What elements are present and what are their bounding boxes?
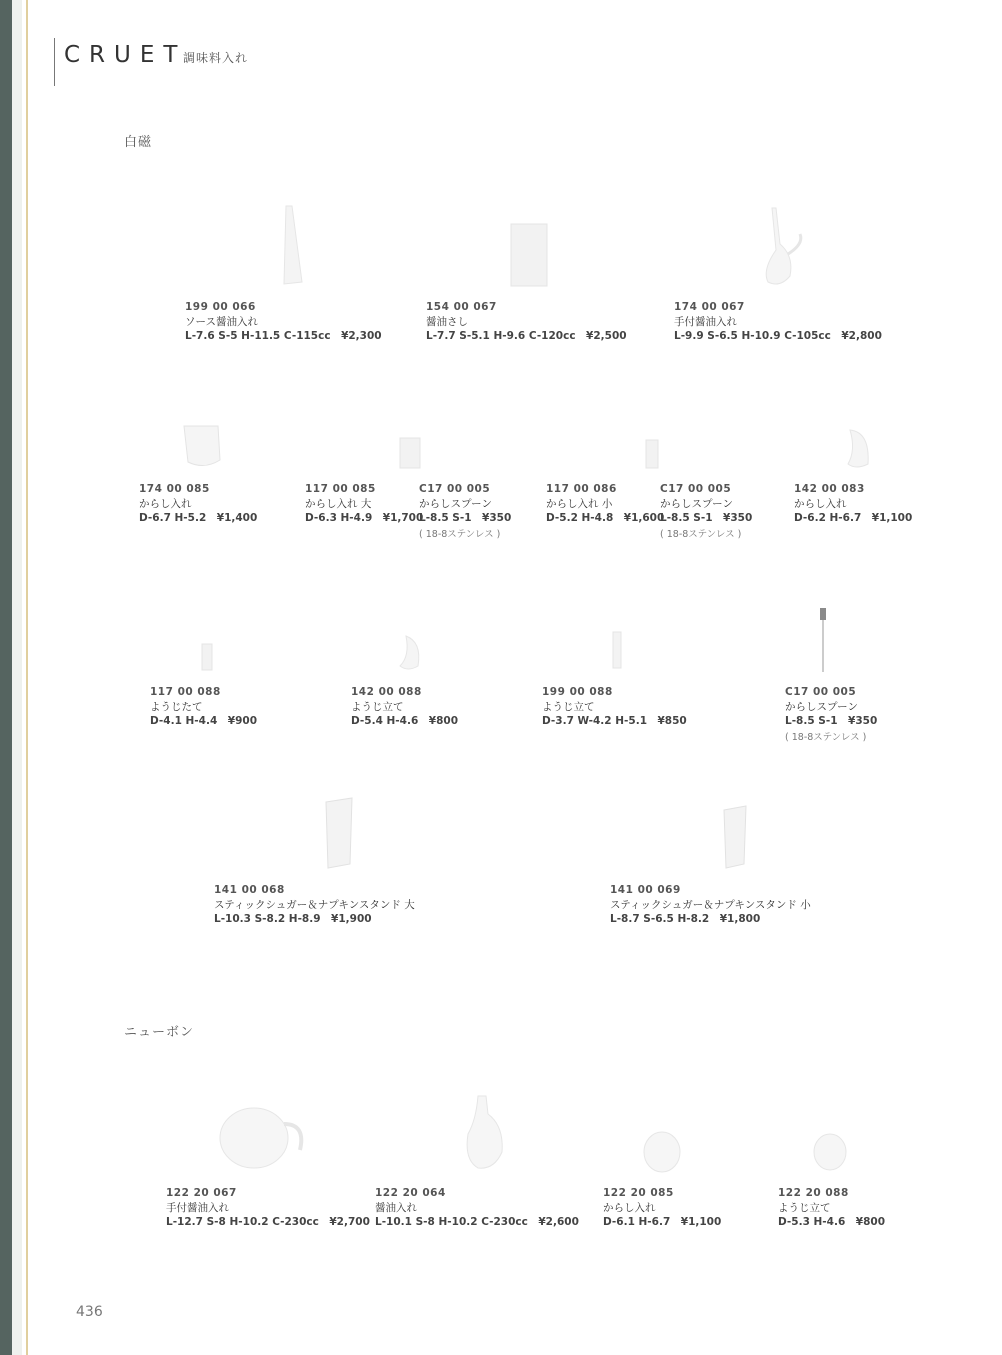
product-spec: L-7.6 S-5 H-11.5 C-115cc ¥2,300 [185, 330, 382, 342]
product-spec: D-3.7 W-4.2 H-5.1 ¥850 [542, 715, 687, 727]
product-item [351, 685, 458, 729]
product-spec: L-8.5 S-1 ¥350 [660, 512, 753, 524]
product-code: 122 20 064 [375, 1187, 446, 1199]
product-item [150, 685, 257, 729]
handled-soy-pourer-image [746, 204, 808, 288]
product-code: 117 00 086 [546, 483, 617, 495]
section-heading-newbone: ニューボン [124, 1025, 195, 1040]
product-item [426, 300, 627, 344]
sugar-napkin-stand-large-image [282, 794, 364, 874]
product-code: 141 00 068 [214, 884, 285, 896]
product-name: スティックシュガー＆ナプキンスタンド 大 [214, 898, 415, 911]
product-code: 142 00 083 [794, 483, 865, 495]
product-item [375, 1186, 579, 1230]
product-name: 醤油入れ [375, 1201, 417, 1214]
toothpick-holder-round-image [394, 632, 424, 674]
product-item [785, 685, 877, 745]
product-name: ようじ立て [542, 700, 595, 713]
product-name: ソース醤油入れ [185, 315, 258, 328]
product-name: からし入れ [603, 1201, 656, 1214]
soy-dispenser-image [506, 220, 554, 290]
product-code: 117 00 085 [305, 483, 376, 495]
product-spec: D-5.2 H-4.8 ¥1,600 [546, 512, 665, 524]
soy-pot-newbone-image [456, 1090, 512, 1176]
page-spine-inner-band [12, 0, 22, 1355]
product-name: からし入れ [794, 497, 847, 510]
product-code: 142 00 088 [351, 686, 422, 698]
product-name: 手付醤油入れ [674, 315, 737, 328]
product-item [542, 685, 687, 729]
product-code: 199 00 066 [185, 301, 256, 313]
product-code: 122 20 067 [166, 1187, 237, 1199]
product-code: 122 20 088 [778, 1187, 849, 1199]
product-item [305, 482, 423, 526]
mustard-pot-round-image [840, 424, 874, 472]
product-item [214, 883, 415, 927]
product-code: 122 20 085 [603, 1187, 674, 1199]
product-spec: L-9.9 S-6.5 H-10.9 C-105cc ¥2,800 [674, 330, 882, 342]
product-item [185, 300, 382, 344]
product-item [610, 883, 811, 927]
product-code: 174 00 085 [139, 483, 210, 495]
product-code: C17 00 005 [785, 686, 857, 698]
product-item [778, 1186, 885, 1230]
product-name: 醤油さし [426, 315, 468, 328]
page-number: 436 [76, 1304, 103, 1320]
product-material-note: ( 18-8ステンレス ) [785, 731, 867, 743]
product-name: からし入れ 小 [546, 497, 613, 510]
product-spec: D-6.3 H-4.9 ¥1,700 [305, 512, 424, 524]
product-spec: L-8.7 S-6.5 H-8.2 ¥1,800 [610, 913, 761, 925]
product-name: 手付醤油入れ [166, 1201, 229, 1214]
product-spec: D-4.1 H-4.4 ¥900 [150, 715, 257, 727]
page-subtitle: 調味料入れ [183, 51, 249, 65]
product-spec: D-5.4 H-4.6 ¥800 [351, 715, 458, 727]
section-heading-hakuji: 白磁 [124, 135, 153, 150]
product-item [166, 1186, 370, 1230]
product-code: C17 00 005 [660, 483, 732, 495]
product-spec: D-6.7 H-5.2 ¥1,400 [139, 512, 258, 524]
product-spec: L-7.7 S-5.1 H-9.6 C-120cc ¥2,500 [426, 330, 627, 342]
product-name: からしスプーン [419, 497, 492, 510]
mustard-spoon-image [814, 604, 834, 676]
product-code: 154 00 067 [426, 301, 497, 313]
page-spine-gold-line [26, 0, 28, 1355]
product-spec: D-5.3 H-4.6 ¥800 [778, 1216, 885, 1228]
toothpick-holder-tall-image [608, 628, 626, 672]
toothpick-holder-image [198, 640, 216, 674]
product-name: からし入れ 大 [305, 497, 372, 510]
product-code: 174 00 067 [674, 301, 745, 313]
product-spec: L-12.7 S-8 H-10.2 C-230cc ¥2,700 [166, 1216, 370, 1228]
product-spec: L-8.5 S-1 ¥350 [419, 512, 512, 524]
product-item [674, 300, 882, 344]
product-item [603, 1186, 721, 1230]
mustard-pot-image [178, 420, 228, 472]
product-spec: L-8.5 S-1 ¥350 [785, 715, 878, 727]
product-material-note: ( 18-8ステンレス ) [660, 528, 742, 540]
mustard-pot-large-image [370, 432, 426, 472]
product-item [419, 482, 511, 542]
product-code: 117 00 088 [150, 686, 221, 698]
product-name: ようじ立て [351, 700, 404, 713]
product-name: からしスプーン [785, 700, 858, 713]
page-spine-band [0, 0, 12, 1355]
product-item [546, 482, 664, 526]
product-name: ようじたて [150, 700, 203, 713]
product-spec: D-6.2 H-6.7 ¥1,100 [794, 512, 913, 524]
sauce-soy-pourer-image [268, 200, 318, 288]
mustard-pot-small-image [642, 436, 664, 472]
sugar-napkin-stand-small-image [690, 802, 752, 872]
product-code: C17 00 005 [419, 483, 491, 495]
product-item [660, 482, 752, 542]
product-code: 141 00 069 [610, 884, 681, 896]
product-spec: L-10.1 S-8 H-10.2 C-230cc ¥2,600 [375, 1216, 579, 1228]
product-name: からし入れ [139, 497, 192, 510]
product-item [794, 482, 912, 526]
product-spec: D-6.1 H-6.7 ¥1,100 [603, 1216, 722, 1228]
product-material-note: ( 18-8ステンレス ) [419, 528, 501, 540]
product-code: 199 00 088 [542, 686, 613, 698]
page-title: CRUET [64, 42, 187, 68]
product-name: からしスプーン [660, 497, 733, 510]
product-name: スティックシュガー＆ナプキンスタンド 小 [610, 898, 811, 911]
toothpick-holder-newbone-image [810, 1126, 852, 1176]
handled-soy-pot-newbone-image [206, 1094, 308, 1176]
product-item [139, 482, 257, 526]
mustard-pot-newbone-image [640, 1118, 686, 1176]
product-name: ようじ立て [778, 1201, 831, 1214]
product-spec: L-10.3 S-8.2 H-8.9 ¥1,900 [214, 913, 372, 925]
header-rule [54, 38, 55, 86]
